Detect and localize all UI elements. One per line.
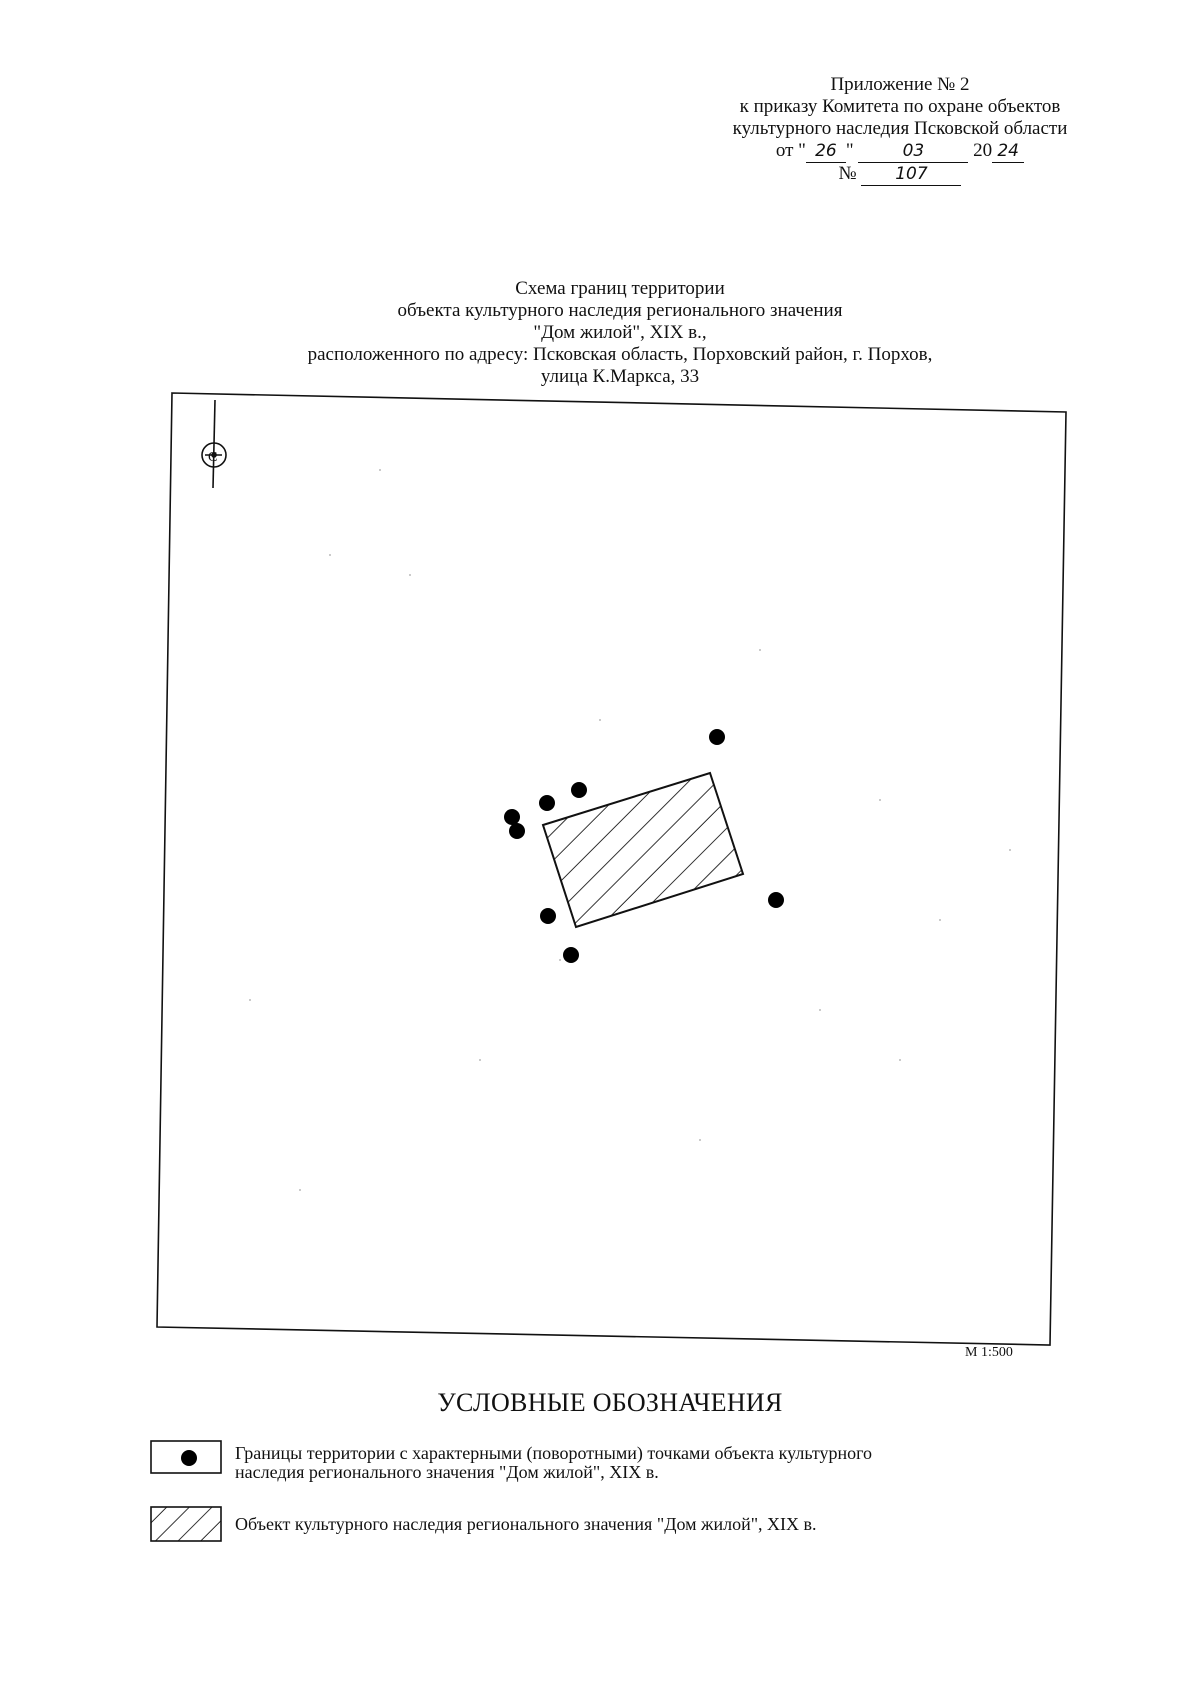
boundary-point-icon: [148, 1448, 218, 1482]
number-prefix: №: [838, 163, 857, 184]
boundary-point: [709, 729, 725, 745]
boundary-point: [571, 782, 587, 798]
title-line-5: улица К.Маркса, 33: [540, 366, 700, 387]
hatched-object-icon: [148, 1513, 218, 1547]
legend-item-object-text: [235, 1515, 817, 1534]
order-number: 107: [861, 163, 961, 186]
date-day: 26: [806, 140, 846, 163]
title-line-4: расположенного по адресу: Псковская область, Порховский район, г. Порхов,: [307, 344, 933, 365]
boundary-point: [539, 795, 555, 811]
year-suffix: 24: [992, 140, 1024, 163]
legend-item-boundary-line-1: Границы территории с характерными (поворотными) точками объекта культурного: [235, 1443, 873, 1463]
date-mid: ": [845, 140, 854, 161]
map-scale: М 1:500: [965, 1345, 1013, 1360]
appendix-number: Приложение № 2: [830, 74, 970, 95]
date-month: 03: [858, 140, 968, 163]
heritage-object-polygon: [543, 773, 743, 927]
legend-item-object-line-1: Объект культурного наследия регионального значения "Дом жилой", XIX в.: [235, 1514, 817, 1534]
title-line-1: Схема границ территории: [515, 278, 725, 299]
legend-item-boundary-text: [235, 1444, 872, 1482]
appendix-committee-line: культурного наследия Псковской области: [732, 118, 1068, 139]
appendix-order-line: к приказу Комитета по охране объектов: [739, 96, 1061, 117]
title-line-3: "Дом жилой", XIX в.,: [533, 322, 707, 343]
north-arrow-icon: [202, 400, 226, 488]
boundary-point: [540, 908, 556, 924]
boundary-point: [504, 809, 520, 825]
boundary-point: [509, 823, 525, 839]
date-prefix: от ": [775, 140, 806, 161]
north-label: С: [208, 450, 218, 465]
boundary-point: [563, 947, 579, 963]
year-prefix: 20: [973, 140, 993, 161]
legend-title: УСЛОВНЫЕ ОБОЗНАЧЕНИЯ: [437, 1388, 783, 1417]
title-line-2: объекта культурного наследия регионального значения: [397, 300, 843, 321]
boundary-point: [768, 892, 784, 908]
legend-item-boundary-line-2: наследия регионального значения "Дом жилой", XIX в.: [235, 1462, 659, 1482]
